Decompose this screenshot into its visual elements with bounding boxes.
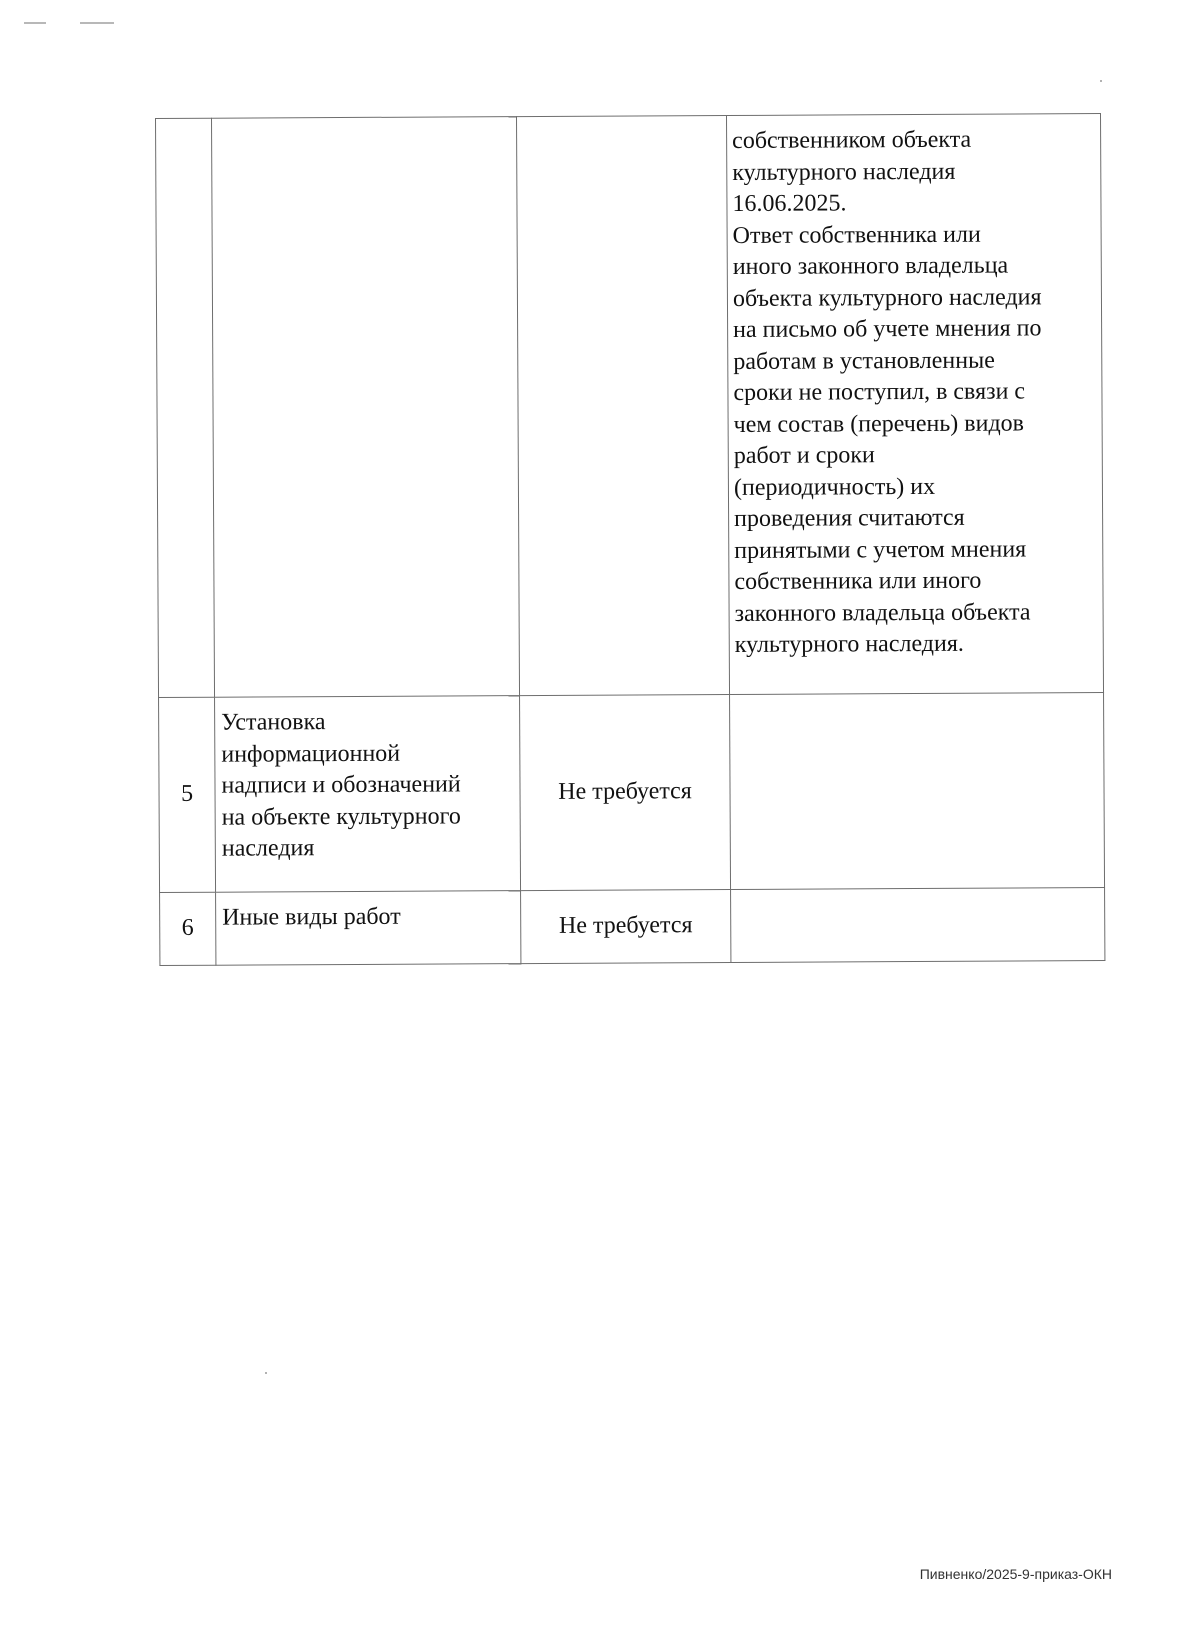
row-number-cell bbox=[156, 118, 215, 697]
note-cell bbox=[730, 693, 1105, 890]
note-line: собственника или иного bbox=[734, 567, 982, 595]
work-type-line: информационной bbox=[221, 740, 401, 768]
scan-artifact-mark bbox=[80, 22, 114, 24]
note-line: на письмо об учете мнения по bbox=[733, 315, 1042, 343]
row-number-cell: 5 bbox=[159, 697, 216, 892]
works-table bbox=[155, 113, 1105, 966]
work-type-line: надписи и обозначений bbox=[221, 771, 461, 799]
note-line: культурного наследия bbox=[732, 158, 956, 186]
note-line: принятыми с учетом мнения bbox=[734, 535, 1027, 564]
note-line: работам в установленные bbox=[733, 347, 995, 375]
note-line: иного законного владельца bbox=[732, 252, 1009, 280]
note-line: чем состав (перечень) видов bbox=[733, 409, 1025, 438]
table-row-continuation bbox=[156, 114, 1104, 698]
note-line: культурного наследия. bbox=[734, 630, 964, 658]
row-number-cell: 6 bbox=[160, 892, 216, 965]
note-line: Ответ собственника или bbox=[732, 221, 981, 249]
table-row bbox=[159, 693, 1105, 893]
note-line: (периодичность) их bbox=[733, 473, 936, 501]
work-type-line: Иные виды работ bbox=[222, 903, 401, 931]
requirement-cell: Не требуется bbox=[520, 694, 731, 890]
note-line: объекта культурного наследия bbox=[732, 283, 1042, 312]
work-type-line: Установка bbox=[221, 709, 326, 736]
note-line: собственником объекта bbox=[732, 126, 972, 154]
scan-speck bbox=[1100, 80, 1102, 82]
note-line: законного владельца объекта bbox=[734, 598, 1031, 627]
work-type-cell bbox=[212, 117, 520, 698]
note-cell bbox=[731, 888, 1105, 963]
note-line: проведения считаются bbox=[734, 504, 965, 532]
work-type-line: наследия bbox=[221, 835, 315, 862]
scan-speck bbox=[265, 1372, 267, 1374]
requirement-cell bbox=[516, 116, 729, 696]
note-cell bbox=[726, 114, 1103, 695]
note-line: работ и сроки bbox=[733, 442, 875, 469]
work-type-cell bbox=[215, 696, 521, 893]
work-type-cell bbox=[216, 891, 521, 966]
document-code: Пивненко/2025-9-приказ-ОКН bbox=[919, 1566, 1112, 1582]
note-line: 16.06.2025. bbox=[732, 190, 847, 217]
table-row bbox=[160, 888, 1105, 966]
note-line: сроки не поступил, в связи с bbox=[733, 378, 1026, 406]
work-type-line: на объекте культурного bbox=[221, 802, 461, 831]
scan-artifact-mark bbox=[24, 22, 46, 24]
requirement-cell: Не требуется bbox=[521, 889, 731, 963]
